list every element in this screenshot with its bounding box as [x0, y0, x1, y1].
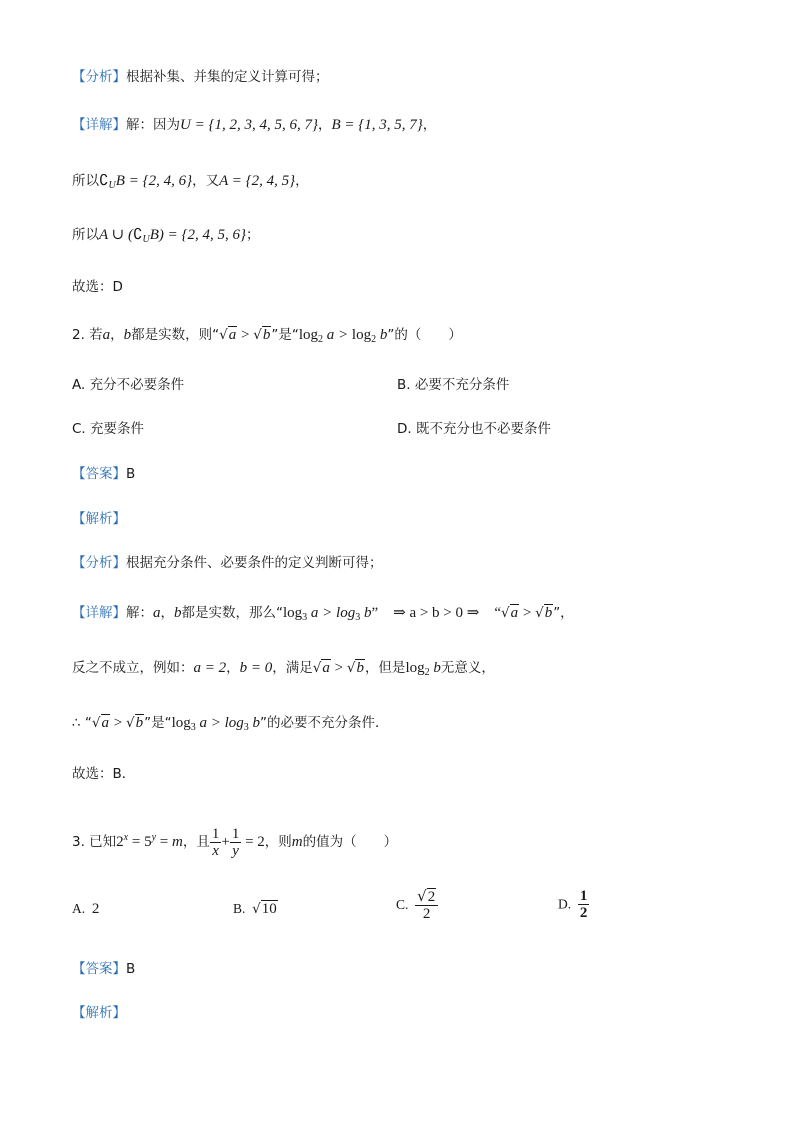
option-text: 充要条件 [90, 421, 145, 437]
log-arg: b [429, 660, 441, 676]
sqrt-icon: √ [219, 327, 228, 343]
stem-mid: 都是实数，则“ [131, 327, 220, 343]
fraction-numerator: 1 [231, 825, 240, 842]
var-b: b [174, 605, 182, 621]
fraction-denominator: 2 [422, 906, 431, 922]
equals-five: = 5 [128, 834, 152, 850]
choice-line-1 [72, 276, 123, 298]
choice-text: 故选：D [72, 279, 123, 295]
line-but: ，但是 [364, 660, 406, 676]
stem-tail: 的值为（ ） [302, 834, 398, 850]
separator: ， [422, 117, 437, 133]
option-letter: C. [72, 421, 86, 437]
fraction-denominator: y [232, 842, 239, 859]
answer-tag: 【答案】 [72, 961, 126, 977]
line-end: ； [246, 227, 260, 243]
detail-prefix: 解：因为 [126, 117, 180, 133]
option-text: 既不充分也不必要条件 [415, 421, 551, 437]
equals: = [156, 834, 173, 850]
sqrt-b: b [135, 715, 144, 731]
log-base: 2 [318, 334, 324, 345]
line-end: ”， [553, 605, 574, 621]
sqrt-icon: √ [91, 715, 101, 731]
equals-two: = 2 [241, 834, 265, 850]
greater-than: > [237, 327, 254, 343]
option-letter: A. [72, 377, 86, 393]
q2-answer-line [72, 463, 135, 485]
log-base: 3 [243, 722, 249, 733]
log-base: 3 [190, 722, 196, 733]
sqrt-b: b [356, 660, 364, 676]
log-rest: a > log [195, 715, 244, 731]
option-letter: B. [233, 901, 246, 916]
analysis-tag: 【分析】 [72, 69, 126, 85]
var-a: a [102, 327, 111, 343]
detail-line-2 [72, 602, 574, 629]
sqrt-b: b [262, 327, 271, 343]
sqrt-a: a [510, 605, 519, 621]
explain-tag: 【解析】 [72, 1005, 126, 1021]
q3-answer-line [72, 958, 135, 980]
q3-option-d[interactable] [558, 888, 589, 921]
line-mid: ，又 [192, 173, 220, 189]
sqrt-icon: √ [501, 605, 510, 621]
detail-mid: 都是实数，那么“ [181, 605, 283, 621]
q2-option-d[interactable] [397, 418, 551, 440]
separator: ， [226, 660, 240, 676]
union-expression-a: A ∪ ( [99, 227, 133, 243]
base-two: 2 [116, 834, 124, 850]
union-expression-b: B) = {2, 4, 5, 6} [149, 227, 247, 243]
option-letter: A. [72, 901, 86, 916]
sqrt-icon: √ [312, 660, 322, 676]
stem-mid: ，且 [182, 834, 210, 850]
log-base: 2 [424, 667, 430, 678]
log-base: 3 [355, 612, 361, 623]
var-m: m [291, 834, 303, 850]
analysis-line-1 [72, 66, 329, 88]
sqrt-icon: √ [346, 660, 356, 676]
option-letter: D. [558, 896, 572, 912]
q2-option-a[interactable] [72, 374, 184, 396]
counterexample-line [72, 657, 495, 684]
sqrt-icon: √ [125, 715, 135, 731]
log-base: 2 [371, 334, 377, 345]
q3-option-c[interactable] [396, 888, 438, 922]
sqrt-icon: √ [252, 901, 261, 917]
option-text: 充分不必要条件 [89, 377, 185, 393]
sqrt-a: a [322, 660, 330, 676]
var-b: b [123, 327, 132, 343]
fraction-numerator: 1 [211, 825, 220, 842]
therefore-line [72, 712, 389, 739]
log-func: log [405, 660, 425, 676]
log-arg: b [376, 327, 388, 343]
explain-tag: 【解析】 [72, 511, 126, 527]
line-prefix: 反之不成立，例如： [72, 660, 194, 676]
analysis-line-2 [72, 552, 383, 574]
option-letter: B. [397, 377, 411, 393]
q3-option-b[interactable] [233, 898, 278, 920]
separator: ， [110, 327, 124, 343]
fraction-numerator: 1 [579, 888, 588, 904]
log-arg: b [248, 715, 261, 731]
var-m: m [172, 834, 183, 850]
log-arg: b [360, 605, 372, 621]
complement-symbol: ∁ [99, 173, 109, 189]
complement-subscript: U [142, 234, 150, 245]
option-letter: D. [397, 421, 412, 437]
q2-option-b[interactable] [397, 374, 509, 396]
union-line [72, 224, 260, 251]
greater-than: > [330, 660, 347, 676]
exponent-y: y [151, 832, 157, 843]
option-text: 必要不充分条件 [414, 377, 510, 393]
sqrt-icon: √ [417, 887, 427, 905]
line-prefix: 所以 [72, 227, 99, 243]
greater-than: > [519, 605, 536, 621]
detail-tag: 【详解】 [72, 117, 126, 133]
option-fraction [415, 888, 438, 922]
option-value: 10 [261, 901, 277, 917]
complement-line [72, 170, 309, 197]
var-a: a [153, 605, 161, 621]
q2-option-c[interactable] [72, 418, 144, 440]
question-3-stem [72, 820, 397, 860]
question-number: 3. 已知 [72, 834, 117, 850]
line-end: ， [295, 173, 309, 189]
answer-value: B [126, 466, 136, 482]
line-prefix: 所以 [72, 173, 99, 189]
fraction-numerator [415, 888, 438, 906]
greater-than: > [110, 715, 126, 731]
log-rest: a > log [307, 605, 356, 621]
sqrt-a: a [228, 327, 237, 343]
log-arg: a > [323, 327, 352, 343]
choice-line-2 [72, 763, 135, 785]
complement-symbol: ∁ [132, 227, 143, 243]
line-is: ”是“ [144, 715, 172, 731]
stem-tail: ，则 [264, 834, 292, 850]
question-number: 2. 若 [72, 327, 103, 343]
sqrt-icon: √ [535, 605, 544, 621]
sqrt-b: b [544, 605, 553, 621]
stem-tail: ”的（ ） [387, 327, 462, 343]
separator: ， [317, 117, 332, 133]
sqrt-value: 2 [427, 889, 436, 905]
line-mid: ，满足 [272, 660, 313, 676]
exponent-x: x [123, 832, 129, 843]
log-func: log [298, 327, 319, 343]
answer-value: B [126, 961, 136, 977]
q3-explain-line [72, 1002, 126, 1024]
line-tail: 无意义， [440, 660, 495, 676]
analysis-text: 根据充分条件、必要条件的定义判断可得； [126, 555, 383, 571]
log-func: log [171, 715, 191, 731]
therefore-icon: ∴ [72, 715, 81, 731]
implication-chain: ” ⇒ a > b > 0 ⇒ “ [371, 605, 501, 621]
log-func: log [283, 605, 303, 621]
quote-open: “ [80, 715, 92, 731]
question-2-stem [72, 324, 462, 351]
detail-line-1 [72, 114, 436, 136]
separator: ， [160, 605, 174, 621]
fraction-denominator: x [212, 842, 219, 859]
set-b-definition: B = {1, 3, 5, 7} [331, 117, 423, 133]
q2-explain-line [72, 508, 126, 530]
detail-tag: 【详解】 [72, 605, 126, 621]
option-letter: C. [396, 897, 409, 912]
fraction-one-over-x [210, 826, 222, 859]
set-a-definition: A = {2, 4, 5} [219, 173, 296, 189]
q3-option-a[interactable] [72, 898, 99, 920]
option-fraction [578, 888, 590, 921]
detail-prefix: 解： [126, 605, 153, 621]
choice-text: 故选：B． [72, 766, 136, 782]
fraction-denominator: 2 [579, 905, 588, 921]
complement-subscript: U [108, 180, 116, 191]
b-value: b = 0 [239, 660, 273, 676]
fraction-one-over-y [230, 826, 242, 859]
sqrt-a: a [101, 715, 109, 731]
set-u-definition: U = {1, 2, 3, 4, 5, 6, 7} [180, 117, 318, 133]
analysis-tag: 【分析】 [72, 555, 126, 571]
option-value: 2 [91, 901, 100, 917]
a-value: a = 2 [193, 660, 227, 676]
plus-sign: + [221, 834, 230, 850]
sqrt-icon: √ [253, 327, 262, 343]
line-tail: ”的必要不充分条件． [260, 715, 389, 731]
log-func: log [351, 327, 372, 343]
analysis-text: 根据补集、并集的定义计算可得； [126, 69, 329, 85]
log-base: 3 [302, 612, 308, 623]
complement-expression: B = {2, 4, 6} [115, 173, 193, 189]
stem-is: ”是“ [271, 327, 299, 343]
answer-tag: 【答案】 [72, 466, 126, 482]
